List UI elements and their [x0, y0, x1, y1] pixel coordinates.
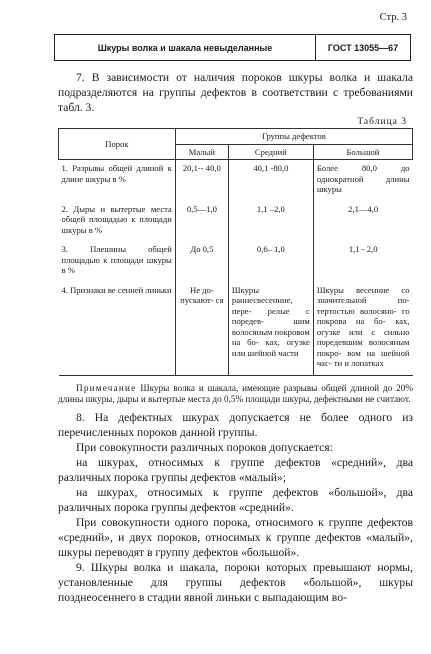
gost-number: ГОСТ 13055—67 [327, 42, 399, 53]
cell-vice: 3. Плешины общей площадью к площади шкуры в % [61, 244, 172, 275]
table-row [59, 282, 413, 376]
paragraph-large-group: на шкурах, относимых к группе дефектов «большой», два различных порока группы дефектов «средний». [58, 485, 413, 514]
paragraph-8: 8. На дефектных шкурах допускается не более одного из перечисленных пороков данной группы. [58, 410, 413, 439]
cell-small: Не до- пускают- ся [175, 282, 228, 376]
defect-groups-table [58, 128, 413, 376]
paragraph-medium-group: на шкурах, относимых к группе дефектов «средний», два различных порока группы дефектов «малый»; [58, 455, 413, 484]
cell-small: До 0,5 [175, 241, 228, 282]
cell-large: 2,1—4,0 [313, 201, 412, 242]
cell-vice: 4. Признаки ве сенней линьки [59, 282, 176, 376]
cell-small: 0,5—1,0 [175, 201, 228, 242]
column-header-medium: Средний [228, 144, 313, 160]
cell-large: 1,1 - 2,0 [313, 241, 412, 282]
cell-large: Шкуры весенние со значительной по- тертостью волосяно- го покрова на бо- ках, огузке или с сильно поредевшим волосяным покро- вом на шейной час- ти и лопатках [313, 282, 412, 376]
table-row [59, 160, 413, 201]
paragraph-9: 9. Шкуры волка и шакала, пороки которых превышают нормы, установленные для группы дефектов «большой», шкуры позднеосеннего в стадии явной линьки с выпадающим во- [58, 560, 413, 604]
table-caption: Таблица 3 [357, 117, 407, 127]
page-content [58, 70, 413, 605]
column-header-vice: Порок [59, 129, 176, 160]
cell-medium: 0,6– 1,0 [228, 241, 313, 282]
cell-vice: 2. Дыры и вытертые места общей площадью к площади шкуры в % [61, 203, 172, 235]
paragraph-7: 7. В зависимости от наличия пороков шкуры волка и шакала подразделяются на группы дефектов в соответствии с требованиями табл. 3. [58, 71, 413, 114]
cell-medium: Шкуры раннесвесенние, пере- релые с поредев- шим волосяным покровом на бо- ках, огузке или шейной части [228, 282, 313, 376]
cell-medium: 40,1 -80,0 [228, 160, 313, 201]
table-row [59, 241, 413, 282]
cell-large: Более 80,0 до однократной длины шкуры [313, 160, 412, 201]
table-row [59, 201, 413, 242]
cell-vice: 1. Разрывы общей длиной к длине шкуры в % [61, 163, 172, 184]
paragraph-single-vice: При совокупности одного порока, относимого к группе дефектов «средний», и двух пороков, относимых к группе дефектов «малый», шкуры переводят в группу дефектов «большой». [58, 515, 413, 559]
document-title: Шкуры волка и шакала невыделанные [97, 42, 273, 53]
column-header-large: Большой [313, 144, 412, 160]
page-number: Стр. 3 [379, 12, 407, 23]
table-note [58, 383, 413, 405]
cell-medium: 1,1 –2,0 [228, 201, 313, 242]
note-label: Примечание [76, 382, 137, 393]
cell-small: 20,1-- 40,0 [175, 160, 228, 201]
note-text: Шкуры волка и шакала, имеющие разрывы общей длиной до 20% длины шкуры, дыры и вытертые места до 0,5% площади шкуры, дефектными не считают. [58, 382, 414, 404]
paragraph-combination-intro: При совокупности различных пороков допускается: [76, 440, 333, 454]
column-header-small: Малый [175, 144, 228, 160]
document-header [54, 34, 411, 61]
column-header-defect-groups: Группы дефектов [175, 129, 412, 145]
